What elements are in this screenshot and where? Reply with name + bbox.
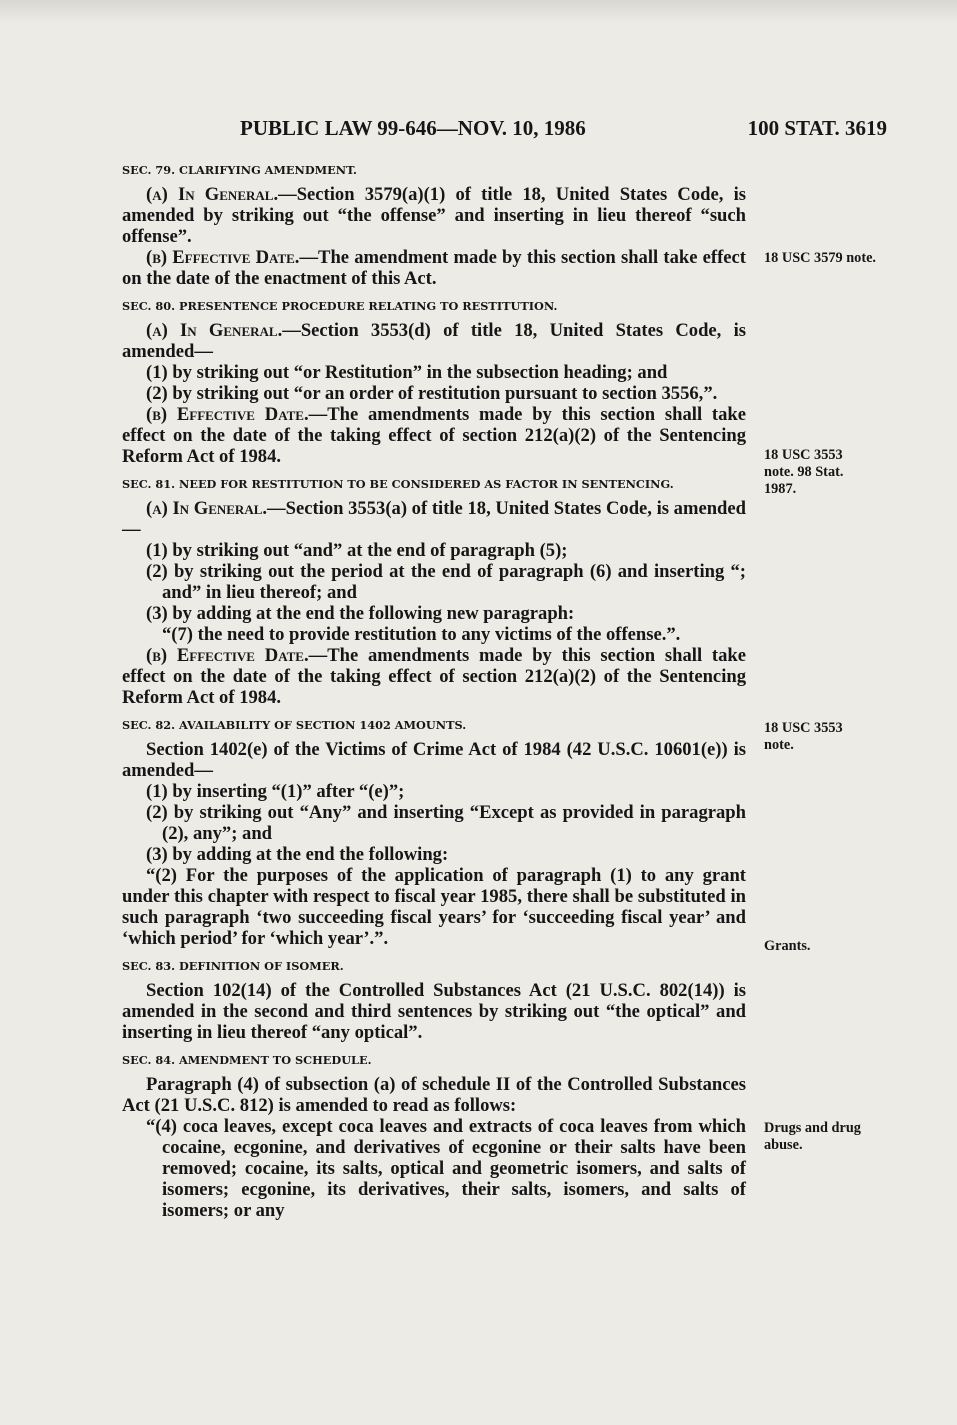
section-84-heading: SEC. 84. AMENDMENT TO SCHEDULE. xyxy=(122,1053,372,1067)
margin-note-grants: Grants. xyxy=(764,938,811,954)
section-81-item-3: (3) by adding at the end the following new paragraph: xyxy=(146,603,575,624)
section-81-b: (b) Effective Date.—The amendments made by this section shall take effect on the date of the taking effect of section 212(a)(2) of the Sentencing Reform Act of 1984. xyxy=(122,645,746,708)
header-stat-page: 100 STAT. 3619 xyxy=(747,116,887,140)
section-79-a: (a) In General.—Section 3579(a)(1) of title 18, United States Code, is amended by striking out “the offense” and inserting in lieu thereof “such offense”. xyxy=(122,184,746,247)
section-84-quoted-paragraph: “(4) coca leaves, except coca leaves and extracts of coca leaves from which cocaine, ecgonine, and derivatives of ecgonine or their salts have been removed; cocaine, its salts, optical and geometric isomers, and salts of isomers; ecgonine, its derivatives, their salts, isomers, and salts of isomers; or any xyxy=(146,1116,746,1221)
margin-note-18-usc-3553-b: 18 USC 3553 note. xyxy=(764,720,843,753)
section-81-heading: SEC. 81. NEED FOR RESTITUTION TO BE CONSIDERED AS FACTOR IN SENTENCING. xyxy=(122,477,674,491)
section-81-quoted-paragraph: “(7) the need to provide restitution to any victims of the offense.”. xyxy=(162,624,681,645)
section-80-item-1: (1) by striking out “or Restitution” in the subsection heading; and xyxy=(146,362,668,383)
section-82-heading: SEC. 82. AVAILABILITY OF SECTION 1402 AMOUNTS. xyxy=(122,718,467,732)
section-83-heading: SEC. 83. DEFINITION OF ISOMER. xyxy=(122,959,344,973)
section-81-a: (a) In General.—Section 3553(a) of title 18, United States Code, is amended— xyxy=(122,498,746,540)
margin-note-18-usc-3553-a: 18 USC 3553 note. 98 Stat. 1987. xyxy=(764,447,844,497)
section-82-item-2: (2) by striking out “Any” and inserting “Except as provided in paragraph (2), any”; and xyxy=(146,802,746,844)
header-citation: PUBLIC LAW 99-646—NOV. 10, 1986 xyxy=(240,116,586,140)
section-80-a: (a) In General.—Section 3553(d) of title 18, United States Code, is amended— xyxy=(122,320,746,362)
section-82-item-3: (3) by adding at the end the following: xyxy=(146,844,449,865)
section-82-item-1: (1) by inserting “(1)” after “(e)”; xyxy=(146,781,405,802)
section-81-item-2: (2) by striking out the period at the end of paragraph (6) and inserting “; and” in lieu thereof; and xyxy=(146,561,746,603)
section-80-heading: SEC. 80. PRESENTENCE PROCEDURE RELATING TO RESTITUTION. xyxy=(122,299,558,313)
section-83-text: Section 102(14) of the Controlled Substances Act (21 U.S.C. 802(14)) is amended in the second and third sentences by striking out “the optical” and inserting in lieu thereof “any optical”. xyxy=(122,980,746,1043)
section-82-intro: Section 1402(e) of the Victims of Crime Act of 1984 (42 U.S.C. 10601(e)) is amended— xyxy=(122,739,746,781)
document-body xyxy=(122,162,746,1221)
section-80-b: (b) Effective Date.—The amendments made by this section shall take effect on the date of the taking effect of section 212(a)(2) of the Sentencing Reform Act of 1984. xyxy=(122,404,746,467)
section-79-heading: SEC. 79. CLARIFYING AMENDMENT. xyxy=(122,163,357,177)
scan-edge-shadow xyxy=(0,0,957,24)
section-79-b: (b) Effective Date.—The amendment made by this section shall take effect on the date of the enactment of this Act. xyxy=(122,247,746,289)
margin-note-drugs: Drugs and drug abuse. xyxy=(764,1120,861,1153)
section-80-item-2: (2) by striking out “or an order of restitution pursuant to section 3556,”. xyxy=(146,383,718,404)
section-84-text: Paragraph (4) of subsection (a) of schedule II of the Controlled Substances Act (21 U.S.C. 812) is amended to read as follows: xyxy=(122,1074,746,1116)
section-81-item-1: (1) by striking out “and” at the end of paragraph (5); xyxy=(146,540,568,561)
section-82-quoted-paragraph: “(2) For the purposes of the application of paragraph (1) to any grant under this chapter with respect to fiscal year 1985, there shall be substituted in such paragraph ‘two succeeding fiscal years’ for ‘succeeding fiscal year’ and ‘which period’ for ‘which year’.”. xyxy=(122,865,746,949)
margin-note-18-usc-3579: 18 USC 3579 note. xyxy=(764,250,876,266)
